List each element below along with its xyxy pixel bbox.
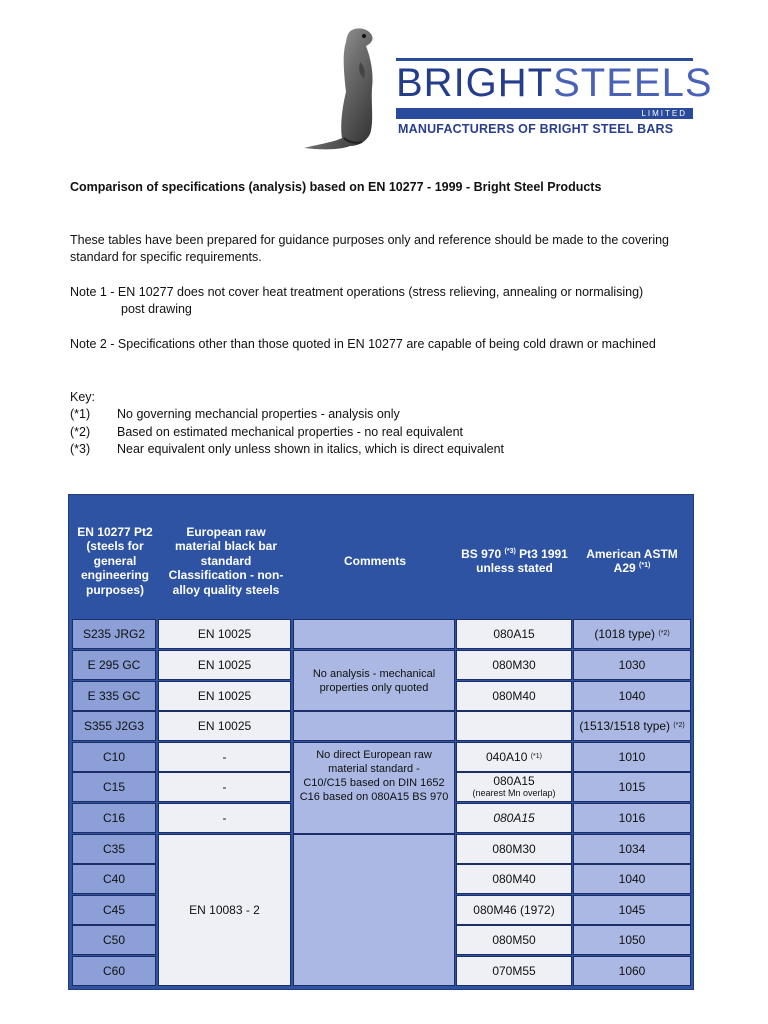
comment-cell-empty [293, 711, 455, 741]
astm-cell: 1034 [573, 834, 691, 864]
bs970-cell: 080M30 [456, 834, 572, 864]
key-text-3: Near equivalent only unless shown in italics, which is direct equivalent [117, 442, 505, 456]
brand-tagline: MANUFACTURERS OF BRIGHT STEEL BARS [398, 122, 674, 136]
raw-standard-cell: EN 10025 [158, 681, 291, 711]
header-european-raw-material: European raw material black bar standard Classification - non-alloy quality steels [168, 524, 284, 597]
grade-cell: E 335 GC [72, 681, 156, 711]
comment-cell-empty [293, 619, 455, 649]
brand-limited-bar [396, 108, 693, 119]
note-1: Note 1 - EN 10277 does not cover heat treatment operations (stress relieving, annealing or normalising) [70, 285, 644, 299]
grade-cell: E 295 GC [72, 650, 156, 680]
company-logo [300, 22, 713, 157]
header-astm [575, 505, 689, 617]
bs970-cell: 080M40 [456, 864, 572, 894]
key-text-1: No governing mechancial properties - analysis only [117, 407, 400, 421]
intro-line-1: These tables have been prepared for guidance purposes only and reference should be made to the covering [70, 233, 670, 247]
grade-cell: C50 [72, 925, 156, 955]
astm-cell: 1045 [573, 895, 691, 925]
raw-standard-cell-merged: EN 10083 - 2 [158, 834, 291, 986]
header-bs970 [458, 505, 571, 617]
brand-limited: LIMITED [641, 109, 687, 118]
bs970-cell: 080A15 [456, 619, 572, 649]
specification-comparison-table [68, 494, 694, 990]
key-code-2: (*2) [70, 425, 91, 439]
brand-part2: STEELS [553, 61, 713, 105]
comment-raw-line-4: C16 based on 080A15 BS 970 [299, 791, 449, 803]
grade-cell: S235 JRG2 [72, 619, 156, 649]
bs970-cell: 080M40 [456, 681, 572, 711]
otter-icon [300, 22, 396, 157]
key-code-3: (*3) [70, 442, 91, 456]
header-astm-label: American ASTM A29 [586, 546, 678, 575]
note-2: Note 2 - Specifications other than those quoted in EN 10277 are capable of being cold drawn or machined [70, 337, 656, 351]
grade-cell: C45 [72, 895, 156, 925]
bs970-cell: 070M55 [456, 956, 572, 986]
key-heading: Key: [70, 390, 96, 404]
header-bs970-detail: Pt3 1991 unless stated [476, 546, 568, 575]
header-bs970-label: BS 970 [461, 546, 502, 561]
grade-cell: C16 [72, 803, 156, 833]
raw-standard-cell: EN 10025 [158, 711, 291, 741]
grade-cell: C40 [72, 864, 156, 894]
raw-standard-cell: - [158, 772, 291, 802]
astm-value: (1513/1518 type) [579, 719, 671, 733]
comment-raw-line-1: No direct European raw [316, 749, 432, 761]
key-text-2: Based on estimated mechanical properties - no real equivalent [117, 425, 464, 439]
intro-paragraph [70, 232, 669, 266]
brand-name [396, 61, 713, 105]
bs970-cell: 080M30 [456, 650, 572, 680]
astm-cell: 1030 [573, 650, 691, 680]
astm-cell: 1060 [573, 956, 691, 986]
key-code-1: (*1) [70, 407, 91, 421]
comment-cell-empty [293, 834, 455, 986]
bs970-cell: 080M50 [456, 925, 572, 955]
bs970-cell: 040A10 (*1) [456, 742, 572, 772]
brand-part1: BRIGHT [396, 61, 554, 105]
bs970-value: 080A15 [493, 774, 535, 788]
astm-cell: 1016 [573, 803, 691, 833]
bs970-value: 040A10 [486, 750, 528, 764]
grade-cell: C15 [72, 772, 156, 802]
header-en10277: EN 10277 Pt2 (steels for general engineering purposes) [77, 524, 153, 597]
document-title: Comparison of specifications (analysis) based on EN 10277 - 1999 - Bright Steel Products [70, 180, 602, 194]
astm-cell: 1040 [573, 864, 691, 894]
grade-cell: C60 [72, 956, 156, 986]
raw-standard-cell: - [158, 803, 291, 833]
raw-standard-cell: EN 10025 [158, 650, 291, 680]
astm-cell: (1513/1518 type) (*2) [573, 711, 691, 741]
bs970-cell-direct-equivalent: 080A15 [456, 803, 572, 833]
bs970-cell: 080M46 (1972) [456, 895, 572, 925]
comment-mechanical-only: No analysis - mechanical properties only quoted [293, 650, 455, 711]
comment-raw-material [293, 742, 455, 834]
raw-standard-cell: EN 10025 [158, 619, 291, 649]
astm-cell: 1010 [573, 742, 691, 772]
grade-cell: C35 [72, 834, 156, 864]
grade-cell: S355 J2G3 [72, 711, 156, 741]
astm-value: (1018 type) [594, 627, 656, 641]
bs970-cell [456, 772, 572, 802]
grade-cell: C10 [72, 742, 156, 772]
raw-standard-cell: - [158, 742, 291, 772]
header-bs970-sup: (*3) [504, 547, 516, 555]
astm-cell: 1015 [573, 772, 691, 802]
header-comments: Comments [343, 553, 406, 568]
bs970-cell [456, 711, 572, 741]
header-astm-sup: (*1) [639, 562, 651, 569]
astm-cell: (1018 type) (*2) [573, 619, 691, 649]
comment-raw-line-3: C10/C15 based on DIN 1652 [303, 777, 445, 789]
note-1-continuation: post drawing [121, 302, 192, 316]
astm-cell: 1050 [573, 925, 691, 955]
astm-cell: 1040 [573, 681, 691, 711]
comment-raw-line-2: material standard - [328, 763, 420, 775]
intro-line-2: standard for specific requirements. [70, 250, 262, 264]
bs970-note: (nearest Mn overlap) [472, 788, 556, 798]
